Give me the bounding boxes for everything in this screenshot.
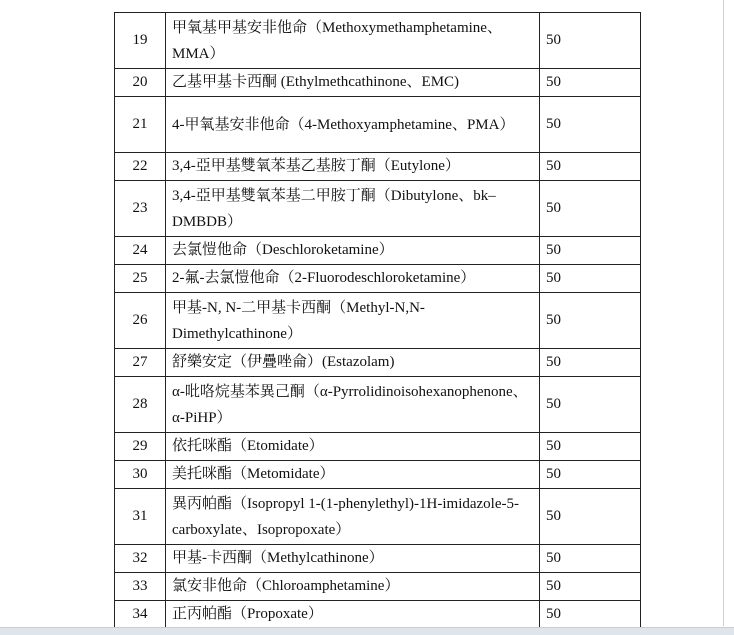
quantity-value: 50: [540, 349, 641, 377]
quantity-value: 50: [540, 377, 641, 433]
table-row: [115, 265, 641, 293]
row-number: 34: [115, 601, 166, 629]
quantity-value: 50: [540, 545, 641, 573]
table-row: [115, 13, 641, 69]
quantity-value: 50: [540, 13, 641, 69]
table-row: [115, 69, 641, 97]
row-number: 21: [115, 97, 166, 153]
quantity-value: 50: [540, 181, 641, 237]
row-number: 33: [115, 573, 166, 601]
viewer-bottom-bar: [0, 627, 734, 635]
quantity-value: 50: [540, 153, 641, 181]
row-number: 31: [115, 489, 166, 545]
substance-name: 甲基-N, N-二甲基卡西酮（Methyl-N,N-Dimethylcathinone）: [166, 293, 540, 349]
quantity-value: 50: [540, 237, 641, 265]
quantity-value: 50: [540, 489, 641, 545]
substance-name: 美托咪酯（Metomidate）: [166, 461, 540, 489]
controlled-substance-table: [114, 12, 641, 629]
substance-name: 正丙帕酯（Propoxate）: [166, 601, 540, 629]
row-number: 30: [115, 461, 166, 489]
substance-name: 乙基甲基卡西酮 (Ethylmethcathinone、EMC): [166, 69, 540, 97]
substance-name: 甲基-卡西酮（Methylcathinone）: [166, 545, 540, 573]
table-row: [115, 293, 641, 349]
row-number: 24: [115, 237, 166, 265]
table-row: [115, 489, 641, 545]
table-row: [115, 153, 641, 181]
table-row: [115, 181, 641, 237]
quantity-value: 50: [540, 461, 641, 489]
substance-name: 3,4-亞甲基雙氧苯基乙基胺丁酮（Eutylone）: [166, 153, 540, 181]
page-edge-line: [723, 0, 724, 626]
quantity-value: 50: [540, 433, 641, 461]
table-body: [115, 13, 641, 629]
row-number: 26: [115, 293, 166, 349]
table-row: [115, 601, 641, 629]
substance-name: 氯安非他命（Chloroamphetamine）: [166, 573, 540, 601]
quantity-value: 50: [540, 97, 641, 153]
substance-name: 甲氧基甲基安非他命（Methoxymethamphetamine、MMA）: [166, 13, 540, 69]
row-number: 32: [115, 545, 166, 573]
quantity-value: 50: [540, 573, 641, 601]
quantity-value: 50: [540, 265, 641, 293]
table-row: [115, 237, 641, 265]
row-number: 28: [115, 377, 166, 433]
substance-name: 2-氟-去氯愷他命（2-Fluorodeschloroketamine）: [166, 265, 540, 293]
row-number: 19: [115, 13, 166, 69]
row-number: 20: [115, 69, 166, 97]
substance-name: 3,4-亞甲基雙氧苯基二甲胺丁酮（Dibutylone、bk–DMBDB）: [166, 181, 540, 237]
quantity-value: 50: [540, 69, 641, 97]
table-row: [115, 97, 641, 153]
table-row: [115, 349, 641, 377]
table-row: [115, 377, 641, 433]
row-number: 29: [115, 433, 166, 461]
row-number: 22: [115, 153, 166, 181]
quantity-value: 50: [540, 601, 641, 629]
substance-name: α-吡咯烷基苯異己酮（α-Pyrrolidinoisohexanophenone、α-PiHP）: [166, 377, 540, 433]
substance-name: 舒樂安定（伊疊唑侖）(Estazolam): [166, 349, 540, 377]
substance-name: 異丙帕酯（Isopropyl 1-(1-phenylethyl)-1H-imidazole-5-carboxylate、Isopropoxate）: [166, 489, 540, 545]
substance-name: 依托咪酯（Etomidate）: [166, 433, 540, 461]
quantity-value: 50: [540, 293, 641, 349]
substance-name: 4-甲氧基安非他命（4-Methoxyamphetamine、PMA）: [166, 97, 540, 153]
table-row: [115, 461, 641, 489]
row-number: 23: [115, 181, 166, 237]
table-row: [115, 573, 641, 601]
row-number: 27: [115, 349, 166, 377]
substance-name: 去氯愷他命（Deschloroketamine）: [166, 237, 540, 265]
table-row: [115, 545, 641, 573]
row-number: 25: [115, 265, 166, 293]
table-row: [115, 433, 641, 461]
